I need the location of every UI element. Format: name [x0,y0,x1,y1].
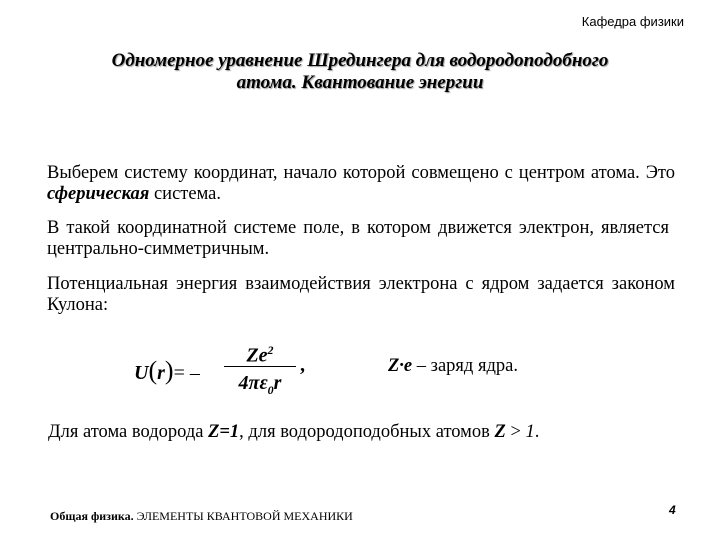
page-number: 4 [669,503,676,517]
slide-title-line-1: Одномерное уравнение Шредингера для водородоподобного [111,50,609,71]
nuclear-charge-note [388,356,518,377]
formula-numerator [224,336,296,367]
formula-function: U [134,362,149,384]
formula-paren-open: ( [148,356,158,385]
department-header: Кафедра физики [581,14,684,29]
paragraph-central-field: В такой координатной системе поле, в котором движется электрон, является центрально-симметричным. [47,218,669,259]
p4-text1: Для атома водорода [48,422,209,442]
formula-comma: , [300,354,305,376]
formula-paren-close: ) [164,356,174,385]
numerator-base: Ze [246,344,268,367]
paragraph-coulomb-law: Потенциальная энергия взаимодействия электрона с ядром задается законом Кулона: [47,274,675,315]
formula-equals-minus: = – [173,362,200,384]
denominator-prefix: 4πε [238,372,268,394]
footer-course-title [50,509,353,524]
formula-lhs [134,356,200,386]
formula-fraction [224,336,296,397]
paragraph-hydrogen-z [48,422,539,443]
footer-course-bold: Общая физика. [50,509,134,523]
p4-one: 1 [525,422,535,442]
footer-course-rest: ЭЛЕМЕНТЫ КВАНТОВОЙ МЕХАНИКИ [133,509,353,523]
p4-text3: > [505,422,526,442]
paragraph1-text: Выберем систему координат, начало которой совмещено с центром атома. Это [47,163,675,183]
slide-title [40,50,680,94]
p4-end: . [534,422,540,442]
z-label: Z [494,422,506,442]
spherical-emphasis: сферическая [47,184,150,204]
formula-denominator [224,369,296,397]
charge-symbol: Z·e [388,356,413,376]
slide-title-line-2: атома. Квантование энергии [236,72,484,93]
paragraph-coordinate-system [47,163,675,205]
numerator-power: 2 [267,343,274,357]
denominator-subscript: 0 [267,383,274,397]
charge-text: – заряд ядра. [412,356,518,376]
z-equals-one: Z=1 [208,422,240,442]
formula-variable: r [157,362,165,384]
p4-text2: , для водородоподобных атомов [239,422,495,442]
denominator-suffix: r [273,372,282,394]
paragraph1-tail: система. [149,184,221,204]
